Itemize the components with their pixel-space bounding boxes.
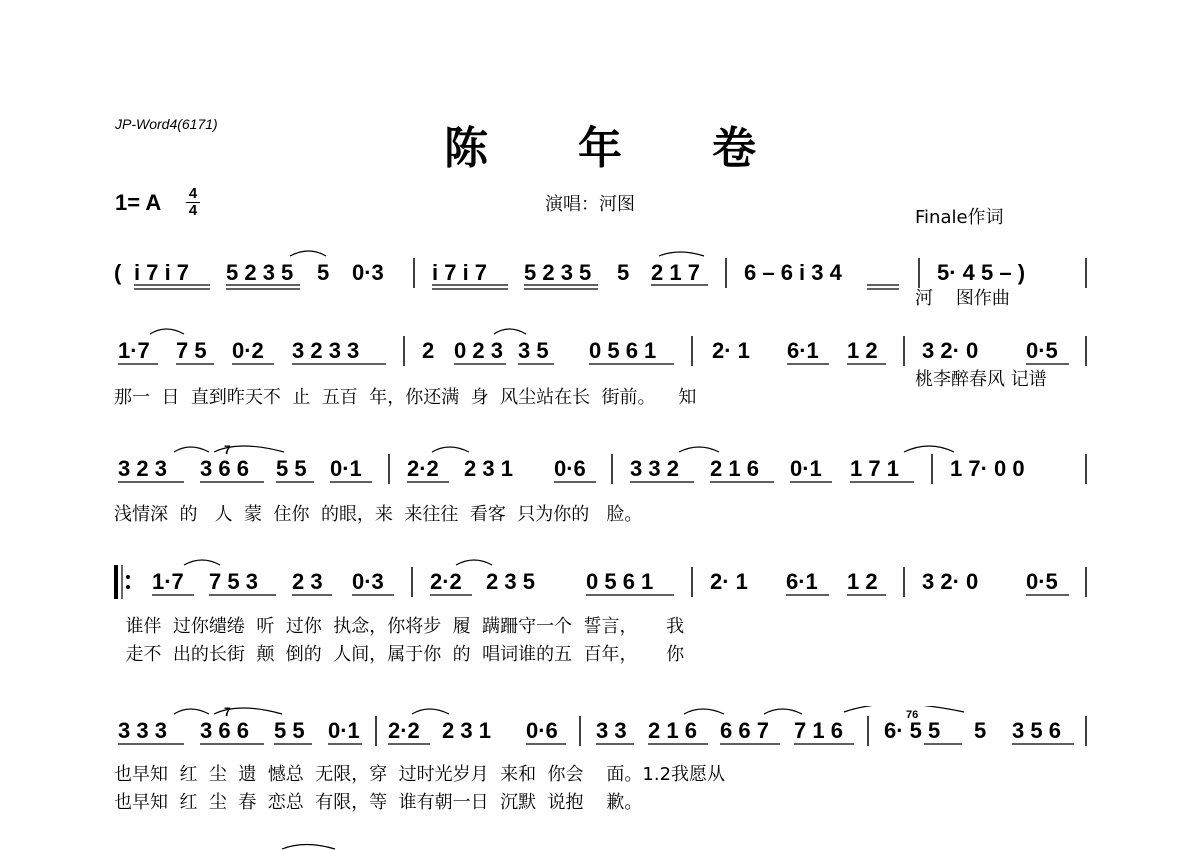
grace-notes-76: 76 [906,709,919,721]
notes-216: 2 1 6 [710,456,759,481]
notes-231: 2 3 1 [464,456,513,481]
notes-55: 5 5 [274,718,305,743]
lyric-line-4b: 走不 出的长街 颠 倒的 人间，属于你 的 唱词谁的五 百年， 你 [114,644,685,665]
slur [456,560,492,565]
staff-system-3 [114,444,1094,494]
notes-2-2: 2·2 [430,569,462,594]
notes-75: 7 5 [176,338,207,363]
staff-system-1 [114,248,1094,298]
notes-0-2: 0·2 [232,338,264,363]
lyric-line-3: 浅情深 的 人 蒙 住你 的眼，来 来往往 看客 只为你的 脸。 [114,504,643,525]
time-signature [186,186,200,219]
notes-6-6i34: 6 – 6 i 3 4 [744,260,842,285]
notes-i7i7: i 7 i 7 [432,260,488,285]
notes-216: 2 1 6 [648,718,697,743]
slur [904,446,954,452]
slur [412,709,449,714]
lyricist-credit: Finale作词 [915,207,1004,228]
notes-0-6: 0·6 [554,456,586,481]
slur [174,709,209,714]
notes-i7i7: i 7 i 7 [134,260,190,285]
slur [764,709,802,714]
slur [150,329,184,334]
notes-12: 1 2 [847,569,878,594]
notes-0-1: 0·1 [790,456,822,481]
notes-0-1: 0·1 [328,718,360,743]
notes-667: 6 6 7 [720,718,769,743]
notes-1-7: 1·7 [118,338,150,363]
notes-753: 7 5 3 [209,569,258,594]
slur [494,329,526,334]
slur [290,251,326,256]
staff-system-2 [114,326,1094,376]
notes-3233: 3 2 3 3 [292,338,360,363]
notes-0-3: 0·3 [352,260,384,285]
slur [432,447,469,452]
slur [684,709,724,714]
repeat-dot [126,585,130,589]
notes-0561: 0 5 6 1 [589,338,657,363]
notes-2-2: 2·2 [388,718,420,743]
key-signature: 1= A [115,190,162,215]
lyric-line-5b: 也早知 红 尘 春 恋总 有限，等 谁有朝一日 沉默 说抱 歉。 [114,792,643,813]
notes-5-4-5: 5· 4 5 – ) [937,260,1026,285]
notes-12: 1 2 [847,338,878,363]
notes-023: 0 2 3 [454,338,503,363]
notes-2-2: 2·2 [407,456,439,481]
slur [280,842,340,850]
notes-0-1: 0·1 [330,456,362,481]
notes-33: 3 3 [596,718,627,743]
grace-note-7: 7 [224,444,231,457]
note-5: 5 [317,260,330,285]
notes-6-1: 6·1 [786,569,818,594]
notes-356: 3 5 6 [1012,718,1061,743]
notes-366: 3 6 6 [200,456,249,481]
repeat-dot [126,575,130,579]
time-signature-top: 4 [188,185,198,202]
software-tag: JP-Word4(6171) [115,116,218,132]
notes-0-5: 0·5 [1026,338,1058,363]
notes-3-2-0: 3 2· 0 [922,338,979,363]
repeat-open-paren: ( [114,260,122,285]
lyric-line-5a: 也早知 红 尘 遗 憾总 无限，穿 过时光岁月 来和 你会 面。1.2我愿从 [114,764,726,785]
song-title: 陈年卷 [444,123,846,174]
notes-5235: 5 2 3 5 [524,260,592,285]
notes-323: 3 2 3 [118,456,167,481]
singer-credit: 演唱：河图 [545,194,635,215]
notes-2-1: 2· 1 [710,569,748,594]
notes-0-6: 0·6 [526,718,558,743]
notes-55: 5 5 [276,456,307,481]
notes-35: 3 5 [518,338,549,363]
lyric-line-2: 那一 日 直到昨天不 止 五百 年，你还满 身 风尘站在长 街前。 知 [114,387,697,408]
notes-217: 2 1 7 [651,260,700,285]
triplet-arc [659,252,704,256]
slur [174,447,209,452]
lyric-line-4a: 谁伴 过你缱绻 听 过你 执念，你将步 履 蹒跚守一个 誓言， 我 [114,616,685,637]
notes-235: 2 3 5 [486,569,535,594]
note-5: 5 [974,718,987,743]
notes-2: 2 [422,338,435,363]
notes-231: 2 3 1 [442,718,491,743]
notes-0561: 0 5 6 1 [586,569,654,594]
notes-6-1: 6·1 [787,338,819,363]
notes-6-55: 6· 5 5 [884,718,941,743]
notes-2-1: 2· 1 [712,338,750,363]
staff-system-4 [114,557,1094,607]
notes-5235: 5 2 3 5 [226,260,294,285]
notes-1-7-0-0: 1 7· 0 0 [950,456,1025,481]
notes-716: 7 1 6 [794,718,843,743]
notes-366: 3 6 6 [200,718,249,743]
notes-171: 1 7 1 [850,456,899,481]
notes-1-7: 1·7 [152,569,184,594]
notes-0-3: 0·3 [352,569,384,594]
time-signature-bottom: 4 [188,202,198,219]
notes-0-5: 0·5 [1026,569,1058,594]
composer-credit: 河 图作曲 [915,288,1010,309]
notes-333: 3 3 3 [118,718,167,743]
slur [184,560,220,565]
staff-system-5 [114,706,1094,756]
grace-note-7: 7 [224,706,231,719]
note-5: 5 [617,260,630,285]
transcriber-credit: 桃李醉春风 记谱 [915,369,1047,390]
notes-23: 2 3 [292,569,323,594]
slur [844,706,964,712]
notes-332: 3 3 2 [630,456,679,481]
slur [679,447,719,452]
notes-3-2-0: 3 2· 0 [922,569,979,594]
